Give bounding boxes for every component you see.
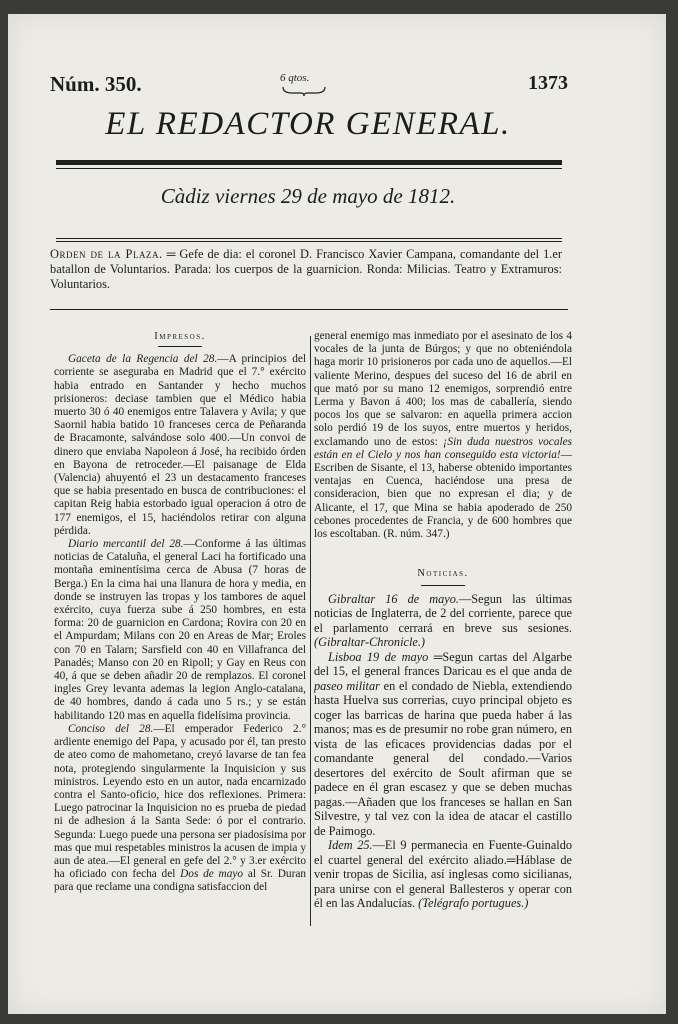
issue-date: Càdiz viernes 29 de mayo de 1812. xyxy=(160,184,456,208)
date-rule-top xyxy=(56,238,562,239)
article-lead: Gaceta de la Regencia del 28. xyxy=(68,353,218,366)
date-rule-bottom xyxy=(56,241,562,242)
news-lead: Idem 25. xyxy=(328,838,373,852)
noticias-heading: Noticias. xyxy=(417,568,469,579)
newspaper-title: EL REDACTOR GENERAL. xyxy=(105,106,511,142)
article-text: —Conforme á las últimas noticias de Cataluña, el general Laci ha fortificado una montaña eminentísima cerca de Abusa (7 horas de Berga.) En la cima hai una llanura de hora y media, en donde se instruyen las tropas y los tambores de aquel exército, cuya fuerza sube á 250 hombres, en esta forma: 20 de guarnicion en Cardona; Rovira con 20 en el Ampurdam; Milans con 20 en Areas de Mar; Eroles con 70 en Talarn; Sarsfield con 40 en Villafranca del Panadés; Manso con 20 en Ripoll; y Gay en Reus con 40, á que se deben añadir 20 de remplazos. El coronel ingles Grey levanta ademas la legion Anglo-catalana, de 40 hombres, dando á cada uno 5 rs.; y se están habilitando 120 mas en aquella fidelísima provincia. xyxy=(54,538,306,722)
article-text: general enemigo mas inmediato por el asesinato de los 4 vocales de la junta de Búrgos; y que no obteniéndola haga morir 10 prisioneros por cada uno de aquellos.—El valiente Merino, despues del suceso del 16 de abril en que mató por su mano 12 enemigos, sorprendió entre Lerma y Bavon á 400; los mas de caballería, siendo pocos los que se salvaron: en aquella primera accion solo perdió 19 de los suyos, entre muertos y heridos, exclamando uno de estos: xyxy=(314,330,572,448)
news-text: —El 9 permanecia en Fuente-Guinaldo el cuartel general del exército aliado.═Háblase de venir tropas de Sicilia, así inglesas como sicilianas, para unirse con el general Ballesteros y operar con él en las Andalucías. xyxy=(314,838,572,910)
price-label: 6 qtos. xyxy=(280,72,310,84)
page-number: 1373 xyxy=(528,72,568,94)
article-text: —A principios del corriente se aseguraba en Madrid que el 7.° exército habia entrado en Santander y hecho muchos prisioneros: deciase tambien que el Médico habia muerto 30 ó 40 enemigos entre Talavera y Avila; y que Saornil habia batido 10 franceses cerca de Peñaranda de Bracamonte, salvándose solo 400.—Un convoi de dinero que enviaba Napoleon á José, ha recibido órden en Bayona de retroceder.—El paisanage de Elda (Valencia) ahuyentó el 23 un destacamento franceses que se habia presentado en busca de contribuciones: el capitan Reig habia estorbado igual operacion á otro de 177 enemigos, el 15, haciéndolos retirar con alguna pérdida. xyxy=(54,353,306,537)
newspaper-page xyxy=(8,14,666,1014)
column-right-news xyxy=(314,567,572,911)
column-left xyxy=(54,330,306,895)
article-diario xyxy=(54,538,306,723)
orden-de-la-plaza xyxy=(50,247,562,293)
column-right-top xyxy=(314,330,572,541)
orden-text: ═ Gefe de dia: el coronel D. Francisco Xavier Campana, comandante del 1.er batallon de Voluntarios. Parada: los cuerpos de la guarnicion. Ronda: Milicias. Teatro y Extramuros: Voluntarios. xyxy=(50,247,562,292)
article-italic: Dos de mayo xyxy=(180,868,244,881)
article-conciso xyxy=(54,723,306,895)
news-text-end: en el condado de Niebla, extendiendo hasta Huelva sus correrias, cuyo principal objeto es coger las barricas de harina que pueda haber á las manos; mas es de presumir no robe gran número, en vista de las eficaces providencias dadas por el comandante general del condado.—Varios desertores del exército de Soult afirman que se padece en él gran escasez y que se deben muchas pagas.—Añaden que los franceses se hallan en San Silvestre, y tal vez con la idea de atacar el castillo de Paimogo. xyxy=(314,678,572,838)
heading-rule xyxy=(421,585,465,586)
news-idem xyxy=(314,838,572,911)
column-divider xyxy=(310,336,311,926)
article-lead: Diario mercantil del 28. xyxy=(68,538,184,551)
news-gibraltar xyxy=(314,592,572,650)
brace-ornament xyxy=(282,85,326,97)
issue-number: Núm. 350. xyxy=(50,72,142,96)
news-text: ═Segun cartas del Algarbe del 15, el general frances Daricau es el que anda de xyxy=(314,649,573,678)
article-lead: Conciso del 28. xyxy=(68,722,154,735)
heading-rule xyxy=(158,346,202,347)
news-source: (Gibraltar-Chronicle.) xyxy=(314,635,425,649)
article-italic: ¡Sin duda nuestros vocales están en el Cielo y nos han conseguido esta victoria! xyxy=(314,435,573,461)
news-lead: Gibraltar 16 de mayo. xyxy=(328,591,459,606)
article-text-end: al Sr. Duran para que reclame una condigna satisfaccion del xyxy=(54,868,306,894)
article-text-end: —Escriben de Sisante, el 13, haberse obtenido importantes ventajas en Cuenca, haciéndose una presa de consideracion, bien que no expresan el dia; y de Alicante, el 17, que Mina se habia apoderado de 250 cebones procedentes de Francia, y de 600 hombres que los escoltaban. (R. núm. 347.) xyxy=(314,448,572,541)
news-text: —Segun las últimas noticias de Inglaterra, de 2 del corriente, parece que el parlamento cerrará en breve sus sesiones. xyxy=(314,591,573,635)
orden-label: Orden de la Plaza. xyxy=(50,247,163,261)
impresos-heading: Impresos. xyxy=(154,331,206,342)
article-continued xyxy=(314,330,572,541)
news-lead: Lisboa 19 de mayo xyxy=(328,649,429,664)
news-italic: paseo militar xyxy=(314,678,380,693)
article-gaceta xyxy=(54,353,306,538)
section-rule xyxy=(50,309,568,310)
article-text: —El emperador Federico 2.° ardiente enemigo del Papa, y acusado por él, tan presto de ateo como de mahometano, creyó lavarse de tan fea nota, protegiendo singularmente la Inquisicion y sus ministros. Leyendo esto en un autor, nada encarnizado contra el Santo-oficio, hice dos reflexiones. Primera: Luego patrocinar la Inquisicion no es prueba de piedad ni de adhesion á la Santa Sede: ó por el contrario. Segunda: Luego puede una persona ser piadosísima por mas que mui respetables ministros la acusen de impia y aun de atea.—El general en gefe del 2.° y 3.er exército ha oficiado con fecha del xyxy=(54,722,306,881)
news-lisboa xyxy=(314,650,572,839)
news-source: (Telégrafo portugues.) xyxy=(418,896,529,910)
title-rule-thick xyxy=(56,160,562,165)
title-rule-thin xyxy=(56,168,562,169)
